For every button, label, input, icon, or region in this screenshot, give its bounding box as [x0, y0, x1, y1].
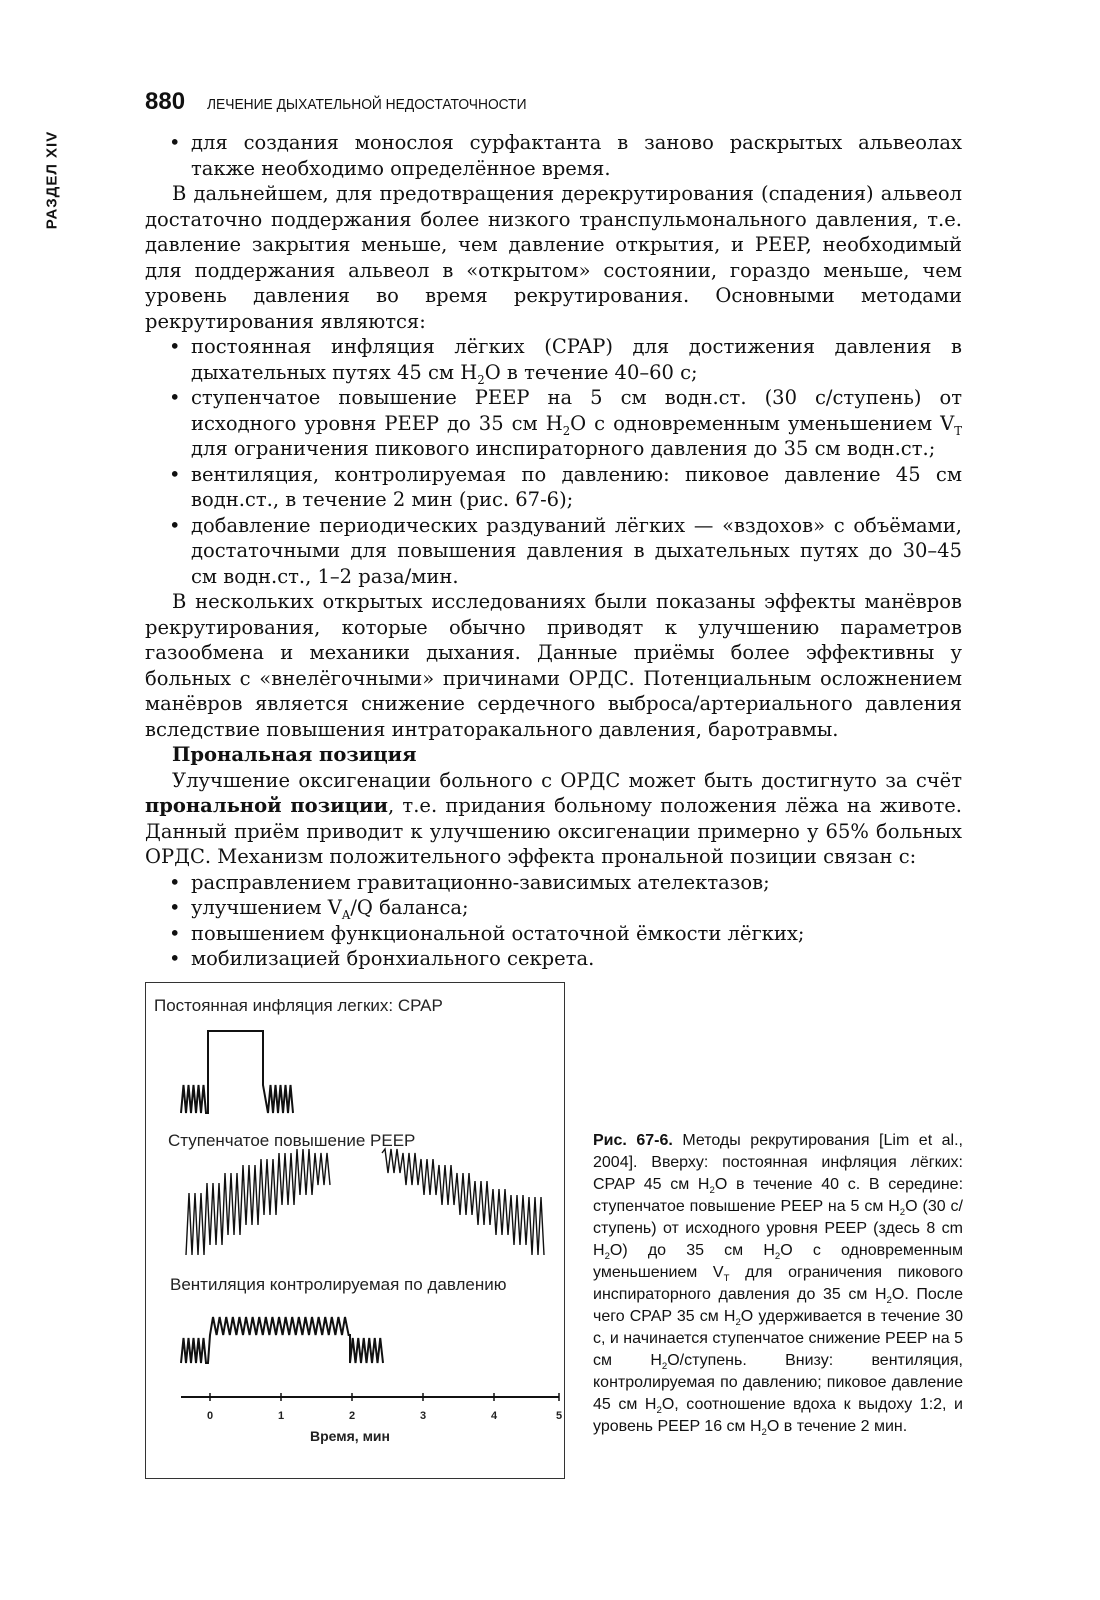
waveform-peep — [186, 1149, 544, 1255]
text-run: повышением функциональной остаточной ёмкости лёгких; — [191, 921, 805, 945]
subscript: T — [723, 1273, 730, 1285]
paragraph: В нескольких открытых исследованиях были показаны эффекты манёвров рекрутирования, которые обычно приводят к улучшению параметров газообмена и механики дыхания. Данные приёмы более эффективны у больных с «внелёгочными» причинами ОРДС. Потенциальным осложнением манёвров является снижение сердечного выброса/артериального давления вследствие повышения интраторакального давления, баротравмы. — [145, 590, 962, 741]
axis-tick-label: 3 — [419, 1410, 427, 1422]
caption-text: O) до 35 см H — [609, 1242, 775, 1259]
subscript: 2 — [761, 1427, 767, 1439]
list-item — [145, 462, 962, 513]
label-pcv: Вентиляция контролируемая по давлению — [170, 1275, 507, 1294]
bold-term: прональной позиции — [145, 794, 388, 817]
paragraph — [145, 768, 962, 870]
list-item — [145, 385, 962, 462]
subscript: 2 — [735, 1317, 741, 1329]
subscript: T — [954, 423, 962, 438]
figure-number: Рис. 67-6. — [593, 1132, 673, 1149]
caption-text: O, соотношение вдоха к выдоху 1:2, и уровень PEEP 16 см H — [593, 1396, 963, 1435]
text-run: , т.е. придания больному положения лёжа на животе. Данный приём приводит к улучшению оксигенации примерно у 65% больных ОРДС. Механизм положительного эффекта прональной позиции связан с: — [145, 794, 962, 868]
subscript: 2 — [661, 1361, 668, 1373]
text-run: мобилизацией бронхиального секрета. — [191, 947, 595, 970]
axis-tick-label: 4 — [490, 1410, 498, 1422]
caption-text: O удерживается в течение 30 с, и начинается ступенчатое снижение PEEP на 5 см H — [593, 1308, 963, 1369]
text-run: O с одновременным уменьшением V — [570, 411, 955, 435]
text-run: добавление периодических раздуваний лёгких — «вздохов» с объёмами, достаточными для повышения давления в дыхательных путях до 30–45 см водн.ст., 1–2 раза/мин. — [191, 513, 962, 588]
text-run: ступенчатое повышение PEEP на 5 см водн.ст. (30 с/ступень) от исходного уровня PEEP до 35 см H — [191, 386, 962, 435]
list-item — [145, 130, 962, 181]
subscript: 2 — [899, 1207, 906, 1219]
running-title: ЛЕЧЕНИЕ ДЫХАТЕЛЬНОЙ НЕДОСТАТОЧНОСТИ — [207, 96, 527, 113]
text-run: для ограничения пикового инспираторного давления до 35 см водн.ст.; — [191, 437, 936, 460]
caption-text: O с одновременным уменьшением V — [593, 1242, 963, 1281]
subscript: 2 — [886, 1295, 892, 1307]
text-run: O в течение 40–60 с; — [484, 360, 698, 384]
figure-67-6 — [145, 982, 565, 1479]
list-item — [145, 895, 962, 921]
axis-tick-label: 0 — [206, 1410, 214, 1422]
text-run: улучшением V — [191, 896, 342, 919]
figure-graphic — [146, 983, 566, 1480]
caption-text: O в течение 40 с. В середине: ступенчатое повышение PEEP на 5 см H — [593, 1176, 964, 1215]
text-run: вентиляция, контролируемая по давлению: пиковое давление 45 см водн.ст., в течение 2 мин (рис. 67-6); — [191, 462, 962, 511]
list-item — [145, 946, 962, 972]
waveform-cpap — [181, 1031, 293, 1113]
caption-text: для ограничения пикового инспираторного давления до 35 см H — [593, 1264, 963, 1303]
label-cpap: Постоянная инфляция легких: CPAP — [154, 996, 443, 1015]
axis-tick-label: 2 — [348, 1410, 356, 1422]
list-item — [145, 921, 962, 947]
list-item — [145, 513, 962, 590]
subscript: 2 — [477, 372, 485, 387]
list-item-text: для создания монослоя сурфактанта в заново раскрытых альвеолах также необходимо определённое время. — [191, 131, 962, 180]
axis-tick-label: 1 — [277, 1410, 285, 1422]
bullet-list-top — [145, 130, 962, 181]
axis-title: Время, мин — [310, 1428, 390, 1444]
subscript: A — [341, 907, 351, 922]
prone-mechanism-list — [145, 870, 962, 972]
subscript: 2 — [656, 1405, 662, 1417]
waveform-pcv — [181, 1317, 383, 1363]
caption-text: O в течение 2 мин. — [766, 1418, 908, 1435]
list-item — [145, 334, 962, 385]
caption-text: Методы рекрутирования [Lim et al., 2004]. Вверху: постоянная инфляция лёгких: CPAP 45 см H — [593, 1132, 964, 1193]
text-run: /Q баланса; — [350, 896, 469, 919]
axis-tick-label: 5 — [555, 1410, 563, 1422]
recruitment-methods-list — [145, 334, 962, 589]
list-item — [145, 870, 962, 896]
page-header — [145, 88, 554, 116]
text-run: постоянная инфляция лёгких (CPAP) для достижения давления в дыхательных путях 45 см H — [191, 335, 962, 384]
label-peep: Ступенчатое повышение PEEP — [168, 1131, 416, 1150]
caption-text: O/ступень. Внизу: вентиляция, контролируемая по давлению; пиковое давление 45 см H — [593, 1352, 964, 1413]
section-label: РАЗДЕЛ XIV — [43, 130, 61, 230]
subscript: 2 — [562, 423, 571, 438]
text-run: расправлением гравитационно-зависимых ателектазов; — [191, 870, 770, 894]
text-run: Улучшение оксигенации больного с ОРДС может быть достигнуто за счёт — [172, 768, 962, 792]
paragraph: В дальнейшем, для предотвращения дерекрутирования (спадения) альвеол достаточно поддержания более низкого транспульмонального давления, т.е. давление закрытия меньше, чем давление открытия, и PEEP, необходимый для поддержания альвеол в «открытом» состоянии, гораздо меньше, чем уровень давления во время рекрутирования. Основными методами рекрутирования являются: — [145, 182, 962, 333]
page-number: 880 — [145, 88, 186, 115]
subscript: 2 — [604, 1251, 610, 1263]
caption-text: O (30 с/ступень) от исходного уровня PEEP (здесь 8 cm H — [593, 1198, 963, 1259]
figure-caption — [593, 1130, 963, 1438]
subscript: 2 — [774, 1251, 781, 1263]
subscript: 2 — [709, 1185, 715, 1197]
body-text — [145, 130, 962, 972]
caption-text: O. После чего CPAP 35 см H — [593, 1286, 964, 1325]
section-heading: Прональная позиция — [172, 743, 417, 766]
